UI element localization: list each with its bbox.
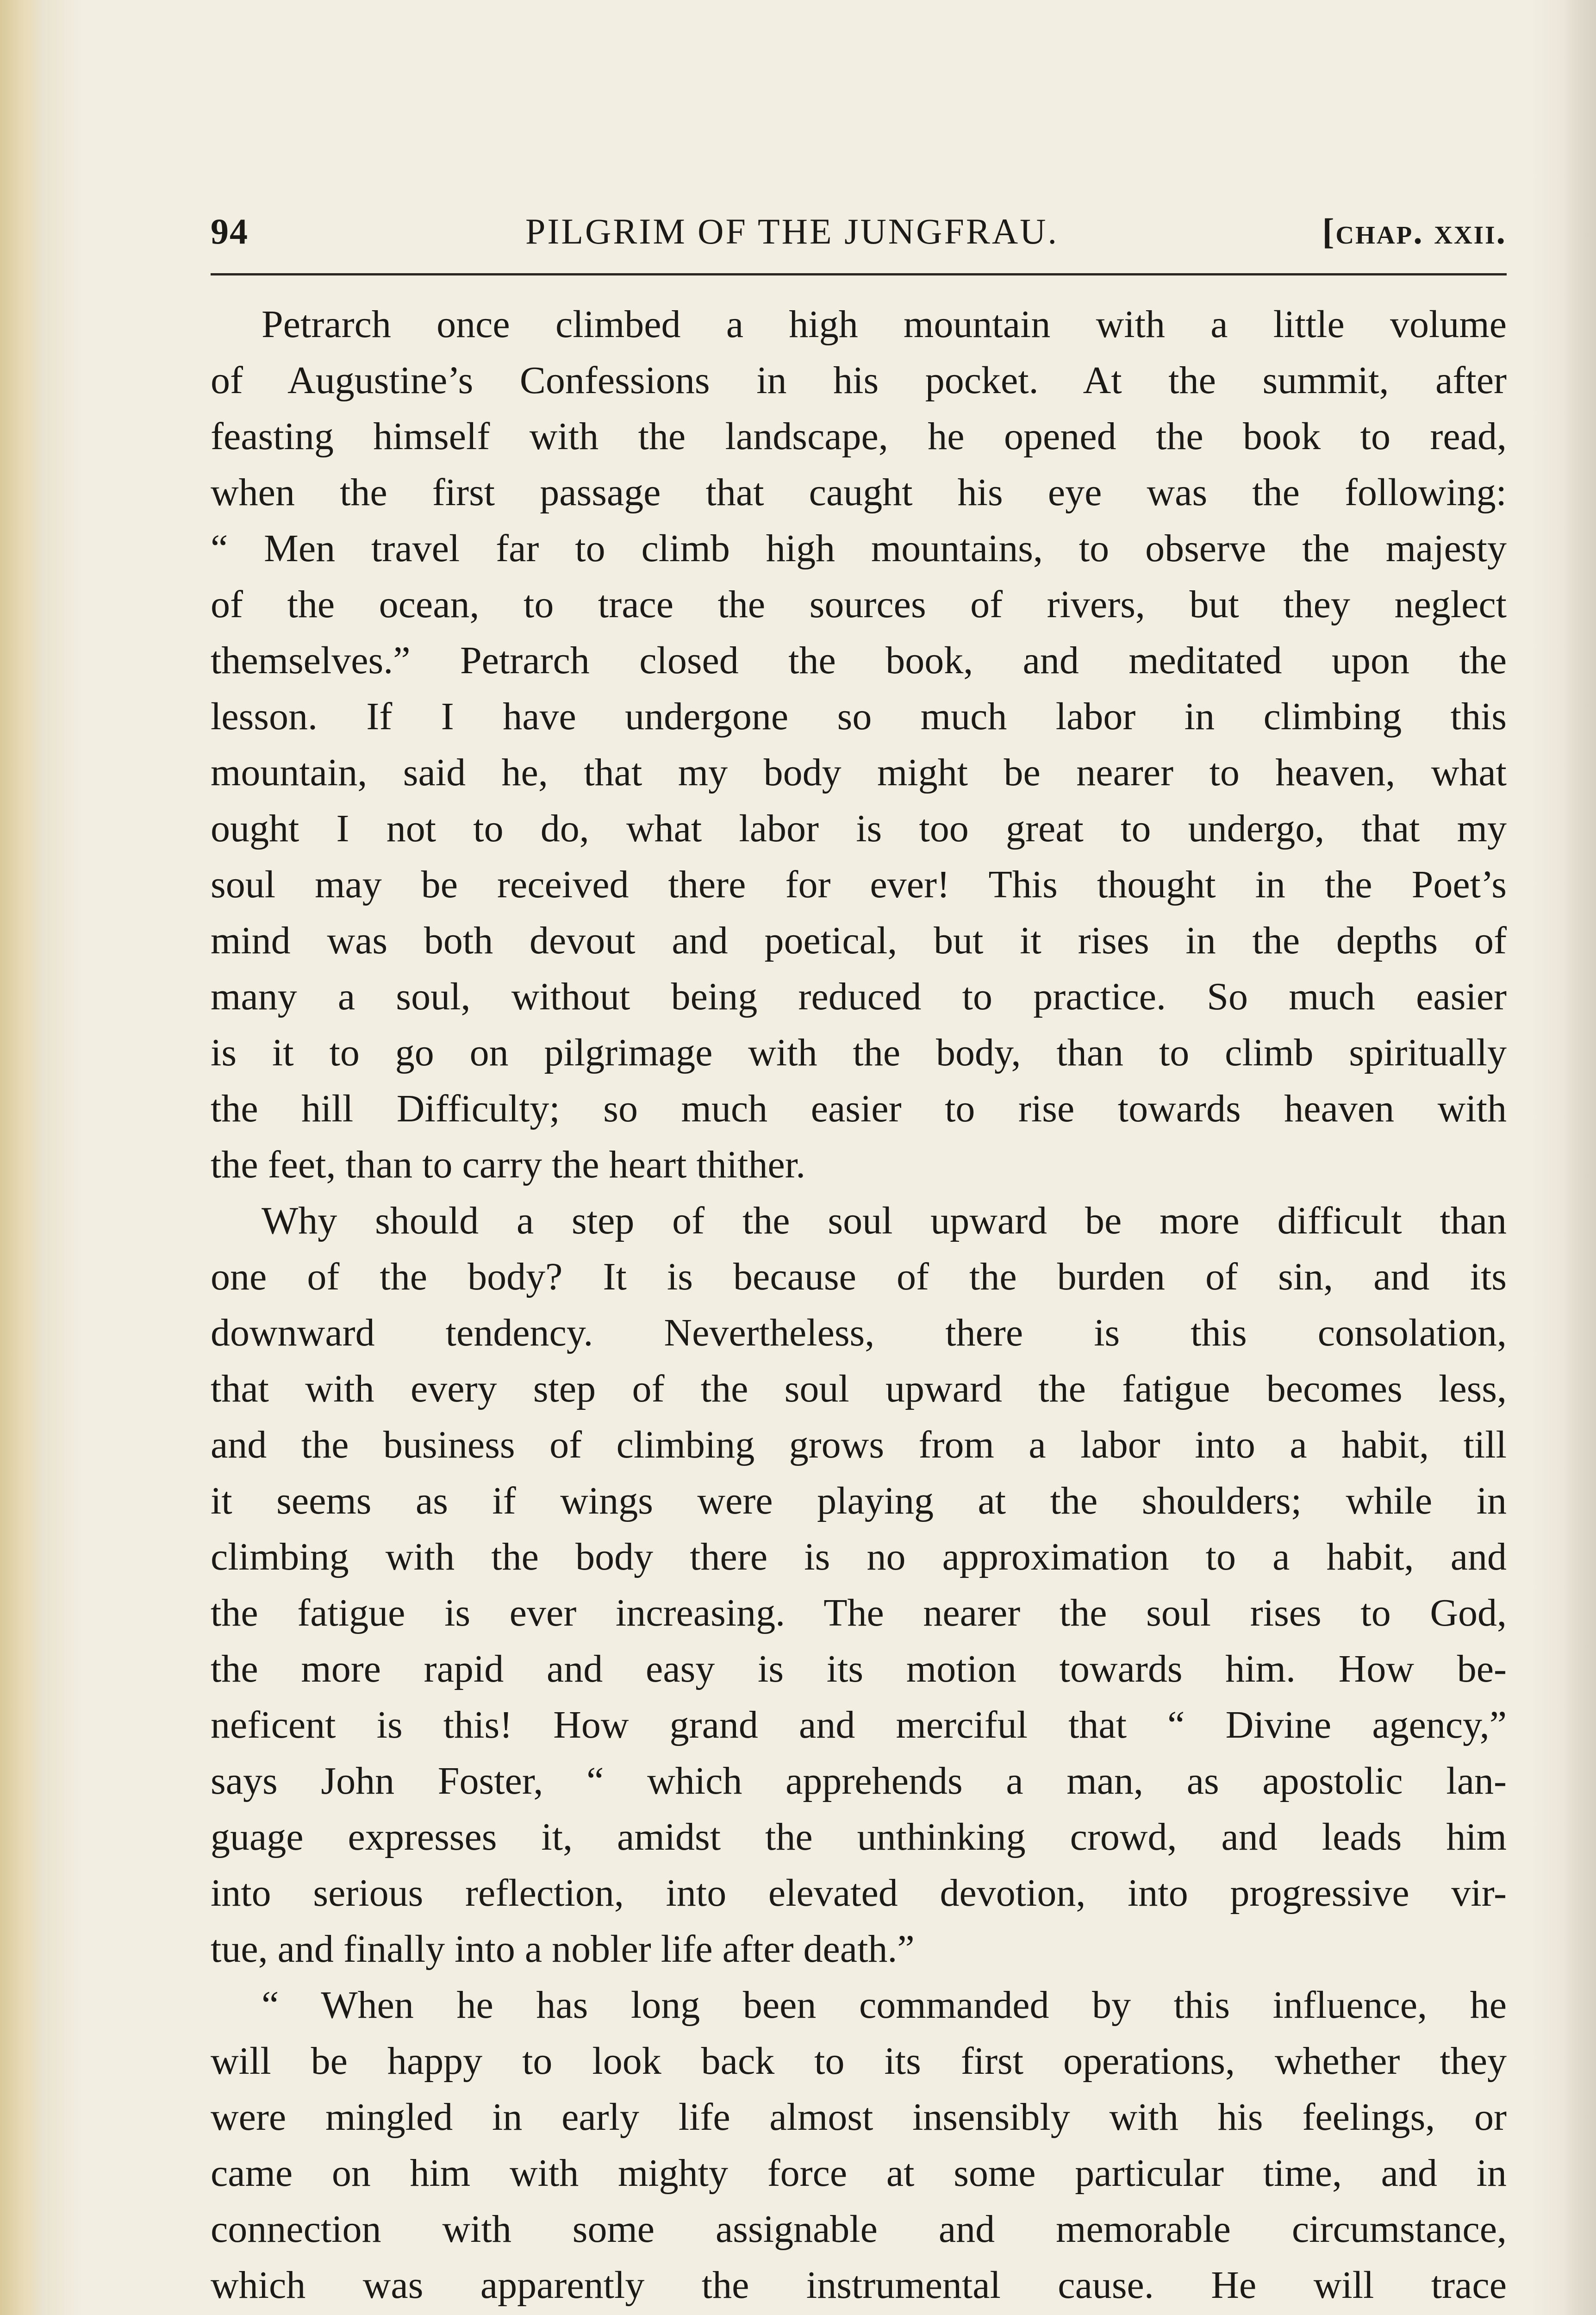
text-line: and the business of climbing grows from a labor into a habit, till [211, 1423, 1507, 1466]
text-line: tue, and finally into a nobler life after death.” [211, 1927, 915, 1971]
chapter-reference: [chap. xxii. [1322, 211, 1507, 251]
text-line: says John Foster, “ which apprehends a man, as apostolic lan- [211, 1759, 1507, 1802]
running-header [211, 206, 1507, 257]
page-right-edge [1564, 0, 1596, 2315]
text-line: neficent is this! How grand and merciful that “ Divine agency,” [211, 1703, 1507, 1746]
text-line: many a soul, without being reduced to practice. So much easier [211, 975, 1507, 1018]
header-rule [211, 273, 1507, 275]
text-line: the fatigue is ever increasing. The nearer the soul rises to God, [211, 1591, 1507, 1634]
text-line: mind was both devout and poetical, but it rises in the depths of [211, 919, 1507, 962]
text-line [211, 2313, 1507, 2315]
text-line: climbing with the body there is no approximation to a habit, and [211, 1535, 1507, 1578]
text-line: is it to go on pilgrimage with the body, than to climb spiritually [211, 1031, 1507, 1074]
text-line: soul may be received there for ever! This thought in the Poet’s [211, 863, 1507, 906]
text-line: one of the body? It is because of the burden of sin, and its [211, 1255, 1507, 1298]
text-line: that with every step of the soul upward the fatigue becomes less, [211, 1367, 1507, 1410]
page-spine-edge [0, 0, 42, 2315]
text-line: it seems as if wings were playing at the shoulders; while in [211, 1479, 1507, 1522]
text-line: themselves.” Petrarch closed the book, and meditated upon the [211, 639, 1507, 682]
text-line: downward tendency. Nevertheless, there is this consolation, [211, 1311, 1507, 1354]
text-line: of Augustine’s Confessions in his pocket. At the summit, after [211, 359, 1507, 402]
page-number: 94 [211, 211, 249, 251]
body-text [211, 296, 1507, 2315]
text-line: ought I not to do, what labor is too great to undergo, that my [211, 807, 1507, 850]
text-line: Why should a step of the soul upward be more difficult than [262, 1199, 1507, 1242]
text-line: of the ocean, to trace the sources of rivers, but they neglect [211, 583, 1507, 626]
text-line: mountain, said he, that my body might be nearer to heaven, what [211, 751, 1507, 794]
text-line: connection with some assignable and memorable circumstance, [211, 2208, 1507, 2251]
text-line: guage expresses it, amidst the unthinking crowd, and leads him [211, 1815, 1507, 1858]
text-line: into serious reflection, into elevated devotion, into progressive vir- [211, 1871, 1507, 1915]
text-line: came on him with mighty force at some particular time, and in [211, 2152, 1507, 2195]
text-line: were mingled in early life almost insensibly with his feelings, or [211, 2096, 1507, 2139]
text-line: “ Men travel far to climb high mountains, to observe the majesty [211, 527, 1507, 570]
text-line: lesson. If I have undergone so much labor in climbing this [211, 695, 1507, 738]
text-line: the more rapid and easy is its motion towards him. How be- [211, 1647, 1507, 1690]
text-line: “ When he has long been commanded by this influence, he [262, 1983, 1507, 2027]
text-line: which was apparently the instrumental cause. He will trace [211, 2264, 1507, 2307]
running-title: PILGRIM OF THE JUNGFRAU. [525, 211, 1059, 251]
text-line: the feet, than to carry the heart thither. [211, 1143, 806, 1186]
text-line: will be happy to look back to its first operations, whether they [211, 2040, 1507, 2083]
text-line: when the first passage that caught his eye was the following: [211, 471, 1507, 514]
text-line: feasting himself with the landscape, he opened the book to read, [211, 415, 1507, 458]
text-line: Petrarch once climbed a high mountain with a little volume [262, 303, 1507, 346]
text-line: the hill Difficulty; so much easier to rise towards heaven with [211, 1087, 1507, 1130]
